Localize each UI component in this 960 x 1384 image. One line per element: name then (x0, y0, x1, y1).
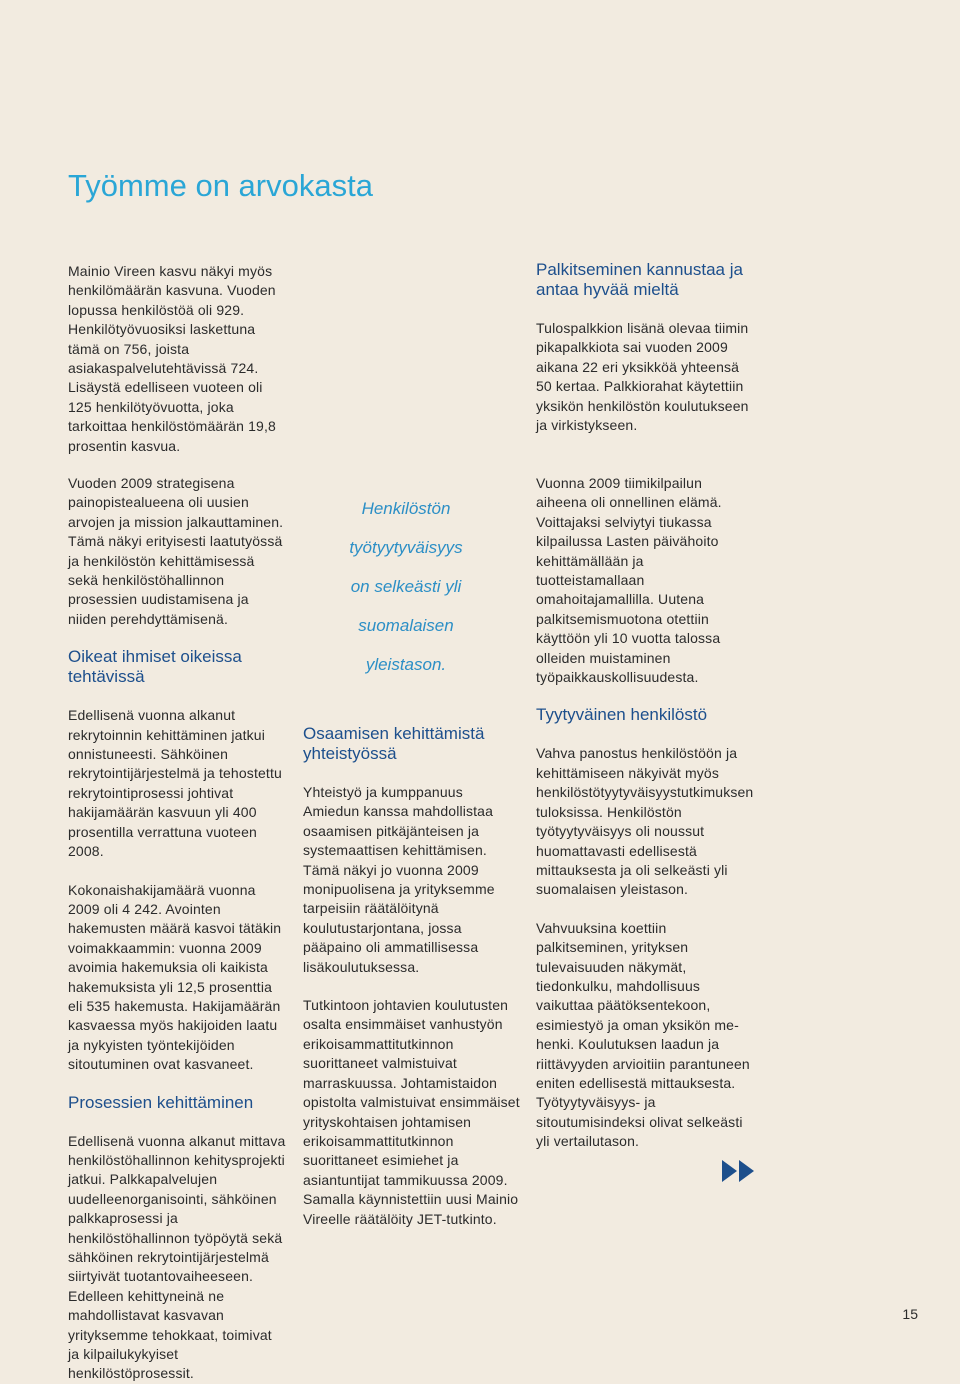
paragraph: Edellisenä vuonna alkanut rekrytoinnin kehittäminen jatkui onnistuneesti. Sähköinen rekrytointijärjestelmä ja tehostettu rekrytointiprosessi johtivat hakijamäärän kasvuun yli 400 prosentilla verrattuna vuoteen 2008. (68, 707, 282, 860)
paragraph: Vahva panostus henkilöstöön ja kehittämiseen näkyivät myös henkilöstötyytyväisyystutkimuksen tuloksissa. Henkilöstön työtyytyväisyys oli noussut huomattavasti edellisestä mittauksesta ja oli selkeästi yli suomalaisen yleistason. (536, 745, 754, 898)
paragraph: Tutkintoon johtavien koulutusten osalta ensimmäiset vanhustyön erikoisammattitutkinnon suorittaneet valmistuivat marraskuussa. Johtamistaidon opistolta valmistuivat ensimmäiset yrityskohtaisen johtamisen erikoisammattitutkinnon suorittaneet esimiehet ja asiantuntijat tammikuussa 2009. Samalla käynnistettiin uusi Mainio Vireelle räätälöity JET-tutkinto. (303, 997, 520, 1227)
section-heading: Palkitseminen kannustaa ja antaa hyvää mieltä (536, 260, 743, 299)
paragraph: Edellisenä vuonna alkanut mittava henkilöstöhallinnon kehitysprojekti jatkui. Palkkapalvelujen uudelleenorganisointi, sähköinen palkkaprosessi ja henkilöstöhallinnon työpöytä sekä sähköinen rekrytointijärjestelmä siirtyivät tuotantovaiheeseen. Edelleen kehittyneinä ne mahdollistavat kasvavan yrityksemme tehokkaat, toimivat ja kilpailukykyiset henkilöstöprosessit. (68, 1132, 286, 1382)
pull-quote (303, 489, 509, 684)
paragraph: Yhteistyö ja kumppanuus Amiedun kanssa mahdollistaa osaamisen pitkäjänteisen ja systemaattisen kehittämisen. Tämä näkyi jo vuonna 2009 monipuolisena ja yrityksemme tarpeisiin räätälöitynä koulutustarjontana, jossa pääpaino oli ammatillisessa lisäkoulutuksessa. (303, 784, 495, 975)
quote-line: yleistason. (365, 655, 447, 674)
quote-line: Henkilöstön (361, 499, 451, 518)
column-1-middle (68, 474, 286, 1384)
paragraph: Tulospalkkion lisänä olevaa tiimin pikapalkkiota sai vuoden 2009 aikana 22 eri yksikköä yhteensä 50 kertaa. Palkkiorahat käytettiin yksikön henkilöstön koulutukseen ja virkistykseen. (536, 320, 749, 434)
paragraph: Vahvuuksina koettiin palkitseminen, yrityksen tulevaisuuden näkymät, tiedonkulku, mahdollisuus vaikuttaa päätöksentekoon, esimiestyö ja oman yksikön me-henki. Koulutuksen laadun ja riittävyyden arvioitiin parantuneen eniten edellisestä mittauksesta. Työtyytyväisyys- ja sitoutumisindeksi olivat selkeästi yli vertailutason. (536, 919, 750, 1150)
page-number: 15 (902, 1306, 918, 1322)
section-heading: Osaamisen kehittämistä yhteistyössä (303, 724, 485, 763)
section-heading: Tyytyväinen henkilöstö (536, 705, 708, 725)
section-heading: Oikeat ihmiset oikeissa tehtävissä (68, 647, 242, 687)
quote-line: suomalaisen (358, 616, 454, 635)
quote-line: työtyytyväisyys (349, 538, 463, 557)
column-1-top (68, 262, 286, 456)
paragraph: Mainio Vireen kasvu näkyi myös henkilömäärän kasvuna. Vuoden lopussa henkilöstöä oli 929. Henkilötyövuosiksi laskettuna tämä on 756, joista asiakaspalvelutehtävissä 724. Lisäystä edelliseen vuoteen oli 125 henkilötyövuotta, joka tarkoittaa henkilöstömäärän 19,8 prosentin kasvua. (68, 263, 276, 454)
section-heading: Prosessien kehittäminen (68, 1092, 254, 1112)
paragraph: Vuonna 2009 tiimikilpailun aiheena oli onnellinen elämä. Voittajaksi selviytyi tiukassa kilpailussa Lasten päivähoito kehittämällään ja tuotteistamallaan omahoitajamallilla. Uutena palkitsemismuotona otettiin käyttöön yli 10 vuotta talossa olleiden muistaminen työpaikkauskollisuudesta. (536, 475, 722, 686)
double-triangle-right-icon[interactable] (722, 1160, 756, 1182)
paragraph: Kokonaishakijamäärä vuonna 2009 oli 4 242. Avointen hakemusten määrä kasvoi tätäkin voimakkaammin: vuonna 2009 avoimia hakemuksia oli kaikista hakemuksista yli 12,5 prosenttia eli 535 hakemusta. Hakijamäärän kasvaessa myös hakijoiden laatu ja nykyisten työntekijöiden sitoutuminen ovat kasvaneet. (68, 881, 282, 1073)
page-title: Työmme on arvokasta (68, 168, 373, 203)
column-3-top (536, 260, 754, 435)
column-3-bottom (536, 474, 754, 1152)
paragraph: Vuoden 2009 strategisena painopistealueena oli uusien arvojen ja mission jalkauttaminen. Tämä näkyi erityisesti laatutyössä ja henkilöstön kehittämisessä sekä henkilöstöhallinnon prosessien uudistamisena ja niiden perehdyttämisenä. (68, 475, 284, 627)
quote-line: on selkeästi yli (350, 577, 462, 596)
column-2 (303, 724, 521, 1229)
